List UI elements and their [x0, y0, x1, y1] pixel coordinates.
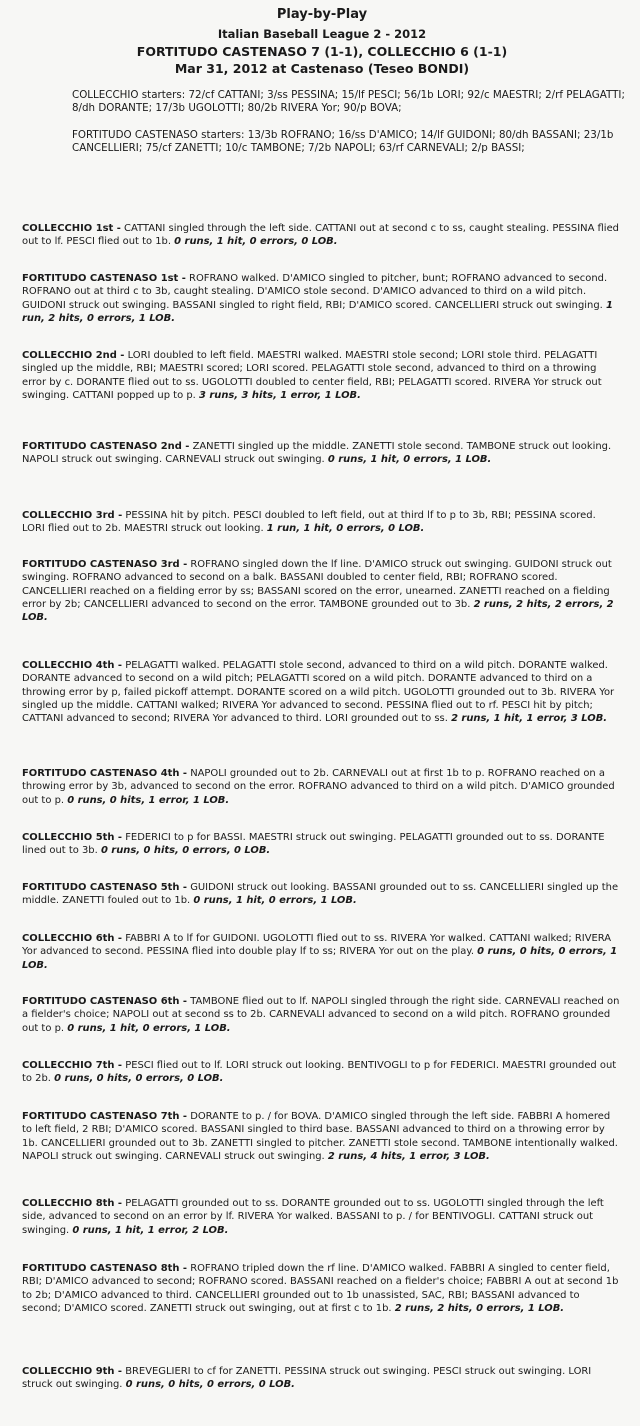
- inning-entry: [22, 349, 620, 402]
- inning-summary: 0 runs, 1 hit, 0 errors, 1 LOB.: [193, 895, 357, 907]
- inning-text: PESSINA hit by pitch. PESCI doubled to left field, out at third lf to p to 3b, RBI; PESSINA scored. LORI flied out to 2b. MAESTRI struck out looking.: [22, 510, 596, 535]
- inning-summary: 2 runs, 4 hits, 1 error, 3 LOB.: [327, 1150, 490, 1162]
- inning-entry: [22, 440, 620, 467]
- inning-summary: 0 runs, 0 hits, 0 errors, 0 LOB.: [100, 845, 271, 857]
- inning-summary: 1 run, 1 hit, 0 errors, 0 LOB.: [266, 523, 425, 535]
- inning-team: COLLECCHIO 4th -: [22, 660, 123, 671]
- inning-team: FORTITUDO CASTENASO 2nd -: [22, 441, 190, 452]
- inning-team: FORTITUDO CASTENASO 1st -: [22, 273, 186, 284]
- collecchio-starters: COLLECCHIO starters: 72/cf CATTANI; 3/ss PESSINA; 15/lf PESCI; 56/1b LORI; 92/c MAESTRI; 2/rf PELAGATTI; 8/dh DORANTE; 17/3b UGOLOTTI; 80/2b RIVERA Yor; 90/p BOVA;: [72, 89, 625, 114]
- inning-team: COLLECCHIO 2nd -: [22, 350, 125, 361]
- inning-entry: [22, 272, 620, 325]
- header: [22, 0, 622, 77]
- inning-text: BREVEGLIERI to cf for ZANETTI. PESSINA struck out swinging. PESCI struck out swinging. LORI struck out swinging.: [22, 1366, 592, 1391]
- page-title: Play-by-Play: [276, 7, 368, 22]
- inning-summary: 0 runs, 1 hit, 0 errors, 0 LOB.: [174, 236, 338, 248]
- inning-team: FORTITUDO CASTENASO 8th -: [22, 1263, 188, 1274]
- inning-text: FABBRI A to lf for GUIDONI. UGOLOTTI flied out to ss. RIVERA Yor walked. CATTANI walked; RIVERA Yor advanced to second. PESSINA flied into double play lf to ss; RIVERA Yor out on the play.: [22, 933, 612, 958]
- inning-text: FEDERICI to p for BASSI. MAESTRI struck out swinging. PELAGATTI grounded out to ss. DORANTE lined out to 3b.: [22, 832, 605, 857]
- inning-entry: [22, 1365, 620, 1392]
- inning-text: PELAGATTI grounded out to ss. DORANTE grounded out to ss. UGOLOTTI singled through the left side, advanced to second on an error by lf. RIVERA Yor walked. BASSANI to p. / for BENTIVOGLI. CATTANI struck out swinging.: [22, 1198, 604, 1236]
- inning-team: COLLECCHIO 5th -: [22, 832, 123, 843]
- fortitudo-starters: FORTITUDO CASTENASO starters: 13/3b ROFRANO; 16/ss D'AMICO; 14/lf GUIDONI; 80/dh BASSANI; 23/1b CANCELLIERI; 75/cf ZANETTI; 10/c TAMBONE; 7/2b NAPOLI; 63/rf CARNEVALI; 2/p BASSI;: [72, 129, 614, 154]
- inning-text: ROFRANO walked. D'AMICO singled to pitcher, bunt; ROFRANO advanced to second. ROFRANO out at third c to 3b, caught stealing. D'AMICO stole second. D'AMICO advanced to third on a wild pitch. GUIDONI struck out swinging. BASSANI singled to right field, RBI; D'AMICO scored. CANCELLIERI struck out swinging.: [22, 273, 608, 311]
- inning-text: CATTANI singled through the left side. CATTANI out at second c to ss, caught stealing. PESSINA flied out to lf. PESCI flied out to 1b.: [22, 223, 619, 248]
- inning-team: FORTITUDO CASTENASO 4th -: [22, 768, 188, 779]
- inning-summary: 2 runs, 1 hit, 1 error, 3 LOB.: [451, 713, 608, 725]
- inning-entry: [22, 659, 620, 725]
- inning-summary: 3 runs, 3 hits, 1 error, 1 LOB.: [198, 389, 361, 401]
- inning-entry: [22, 222, 620, 249]
- inning-team: COLLECCHIO 3rd -: [22, 510, 123, 521]
- inning-entry: [22, 881, 620, 908]
- inning-summary: 0 runs, 0 hits, 1 error, 1 LOB.: [67, 794, 230, 806]
- inning-text: GUIDONI struck out looking. BASSANI grounded out to ss. CANCELLIERI singled up the middle. ZANETTI fouled out to 1b.: [22, 882, 619, 907]
- inning-text: TAMBONE flied out to lf. NAPOLI singled through the right side. CARNEVALI reached on a fielder's choice; NAPOLI out at second ss to 2b. CARNEVALI advanced to second on a wild pitch. ROFRANO grounded out to p.: [22, 996, 620, 1034]
- inning-team: COLLECCHIO 8th -: [22, 1198, 123, 1209]
- inning-text: NAPOLI grounded out to 2b. CARNEVALI out at first 1b to p. ROFRANO reached on a throwing error by 3b, advanced to second on the error. ROFRANO advanced to third on a wild pitch. D'AMICO grounded out to p.: [22, 768, 615, 806]
- inning-entry: [22, 558, 620, 624]
- inning-summary: 0 runs, 1 hit, 1 error, 2 LOB.: [72, 1224, 229, 1236]
- inning-summary: 0 runs, 0 hits, 0 errors, 0 LOB.: [54, 1073, 224, 1085]
- inning-entry: [22, 831, 620, 858]
- inning-team: FORTITUDO CASTENASO 6th -: [22, 996, 188, 1007]
- inning-text: ROFRANO tripled down the rf line. D'AMICO walked. FABBRI A singled to center field, RBI; D'AMICO advanced to second; ROFRANO scored. BASSANI reached on a fielder's choice; FABBRI A out at second 1b to 2b; D'AMICO advanced to third. CANCELLIERI grounded out to 1b unassisted, SAC, RBI; BASSANI advanced to second; D'AMICO scored. ZANETTI struck out swinging, out at first c to 1b.: [22, 1263, 619, 1314]
- inning-summary: 0 runs, 0 hits, 0 errors, 1 LOB.: [22, 946, 618, 971]
- inning-team: COLLECCHIO 9th -: [22, 1366, 123, 1377]
- inning-text: DORANTE to p. / for BOVA. D'AMICO singled through the left side. FABBRI A homered to left field, 2 RBI; D'AMICO scored. BASSANI singled to third base. BASSANI advanced to third on a throwing error by 1b. CANCELLIERI grounded out to 3b. ZANETTI singled to pitcher. ZANETTI stole second. TAMBONE intentionally walked. NAPOLI struck out swinging. CARNEVALI struck out swinging.: [22, 1111, 618, 1162]
- inning-team: FORTITUDO CASTENASO 5th -: [22, 882, 188, 893]
- matchup-score: FORTITUDO CASTENASO 7 (1-1), COLLECCHIO 6 (1-1): [136, 44, 508, 59]
- inning-entry: [22, 932, 620, 972]
- inning-summary: 0 runs, 1 hit, 0 errors, 1 LOB.: [327, 454, 492, 466]
- date-venue: Mar 31, 2012 at Castenaso (Teseo BONDI): [174, 61, 470, 76]
- inning-team: COLLECCHIO 1st -: [22, 223, 121, 234]
- inning-text: LORI doubled to left field. MAESTRI walked. MAESTRI stole second; LORI stole third. PELAGATTI singled up the middle, RBI; MAESTRI scored; LORI scored. PELAGATTI stole second, advanced to third on a throwing error by c. DORANTE flied out to ss. UGOLOTTI doubled to center field, RBI; PELAGATTI scored. RIVERA Yor struck out swinging. CATTANI popped up to p.: [22, 350, 602, 401]
- inning-text: PESCI flied out to lf. LORI struck out looking. BENTIVOGLI to p for FEDERICI. MAESTRI grounded out to 2b.: [22, 1060, 617, 1085]
- inning-entry: [22, 1110, 620, 1163]
- inning-text: PELAGATTI walked. PELAGATTI stole second, advanced to third on a wild pitch. DORANTE walked. DORANTE advanced to second on a wild pitch; PELAGATTI scored on a wild pitch. DORANTE advanced to third on a throwing error by p, failed pickoff attempt. DORANTE scored on a wild pitch. UGOLOTTI grounded out to 3b. RIVERA Yor singled up the middle. CATTANI walked; RIVERA Yor advanced to second. PESSINA flied out to rf. PESCI hit by pitch; CATTANI advanced to second; RIVERA Yor advanced to third. LORI grounded out to ss.: [22, 660, 615, 725]
- inning-summary: 2 runs, 2 hits, 0 errors, 1 LOB.: [394, 1302, 565, 1314]
- inning-text: ROFRANO singled down the lf line. D'AMICO struck out swinging. GUIDONI struck out swinging. ROFRANO advanced to second on a balk. BASSANI doubled to center field, RBI; ROFRANO scored. CANCELLIERI reached on a fielding error by ss; BASSANI scored on the error, unearned. ZANETTI reached on a fielding error by 2b; CANCELLIERI advanced to second on the error. TAMBONE grounded out to 3b.: [22, 559, 612, 610]
- inning-text: ZANETTI singled up the middle. ZANETTI stole second. TAMBONE struck out looking. NAPOLI struck out swinging. CARNEVALI struck out swinging.: [22, 441, 612, 466]
- inning-team: COLLECCHIO 7th -: [22, 1060, 123, 1071]
- inning-entry: [22, 767, 620, 807]
- inning-entry: [22, 1059, 620, 1086]
- inning-team: FORTITUDO CASTENASO 7th -: [22, 1111, 188, 1122]
- inning-summary: 2 runs, 2 hits, 2 errors, 2 LOB.: [22, 598, 614, 624]
- inning-team: COLLECCHIO 6th -: [22, 933, 123, 944]
- inning-entry: [22, 1197, 620, 1237]
- inning-entry: [22, 509, 620, 536]
- inning-summary: 1 run, 2 hits, 0 errors, 1 LOB.: [22, 299, 613, 324]
- starters-section: [72, 89, 627, 155]
- inning-entry: [22, 995, 620, 1035]
- inning-entry: [22, 1262, 620, 1315]
- inning-summary: 0 runs, 0 hits, 0 errors, 0 LOB.: [125, 1379, 295, 1391]
- league-name: Italian Baseball League 2 - 2012: [217, 27, 427, 41]
- inning-team: FORTITUDO CASTENASO 3rd -: [22, 559, 188, 570]
- inning-summary: 0 runs, 1 hit, 0 errors, 1 LOB.: [67, 1022, 231, 1034]
